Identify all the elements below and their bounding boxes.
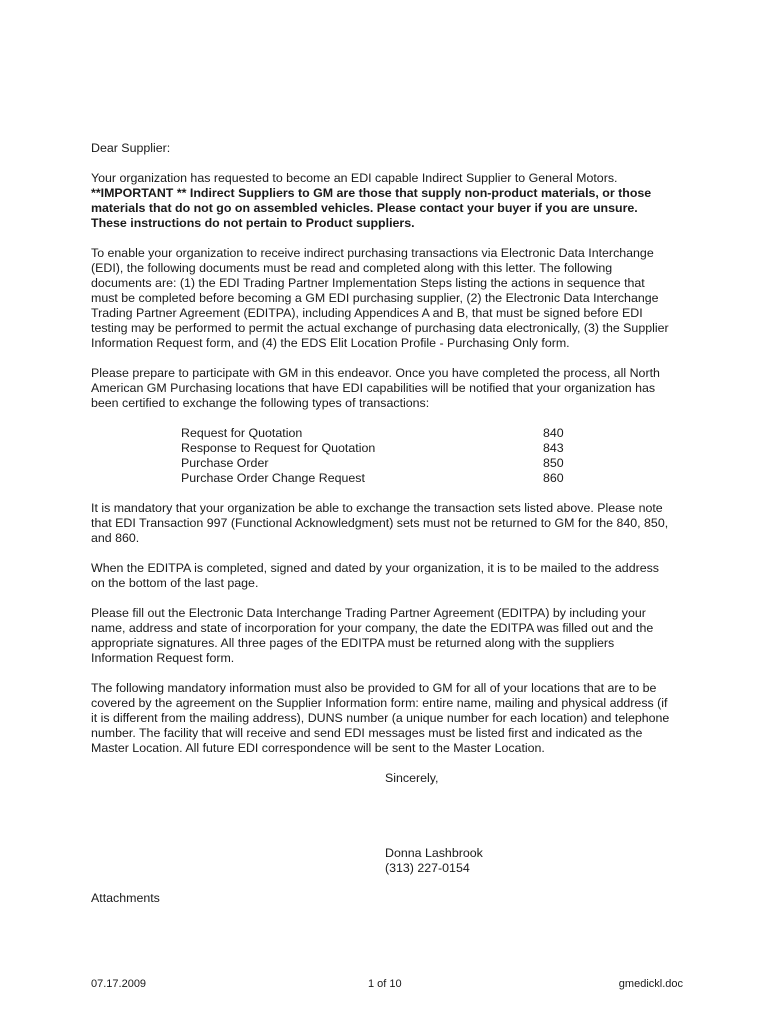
transaction-name: Purchase Order: [181, 456, 269, 470]
signer-name: Donna Lashbrook: [385, 846, 483, 860]
paragraph-line: Information Request form, and (4) the EDS Elit Location Profile - Purchasing Only form.: [91, 336, 570, 350]
paragraph-line: documents are: (1) the EDI Trading Partner Implementation Steps listing the actions in sequence that: [91, 276, 645, 290]
signer-phone: (313) 227-0154: [385, 861, 470, 875]
signature-space: [385, 786, 691, 846]
intro-paragraph: [91, 171, 691, 231]
transaction-code: 840: [543, 426, 564, 440]
table-row: [181, 441, 564, 456]
paragraph-line: It is mandatory that your organization be able to exchange the transaction sets listed above. Please note: [91, 501, 663, 515]
important-notice-line: **IMPORTANT ** Indirect Suppliers to GM are those that supply non-product materials, or those: [91, 186, 652, 200]
editpa-mail-paragraph: [91, 561, 691, 591]
paragraph-line: number. The facility that will receive and send EDI messages must be listed first and indicated as the: [91, 726, 643, 740]
paragraph-line: When the EDITPA is completed, signed and dated by your organization, it is to be mailed to the address: [91, 561, 659, 575]
fill-out-paragraph: [91, 606, 691, 666]
footer-filename: gmedickl.doc: [618, 978, 683, 990]
paragraph-line: To enable your organization to receive indirect purchasing transactions via Electronic Data Interchange: [91, 246, 654, 260]
table-row: [181, 456, 564, 471]
table-row: [181, 471, 564, 486]
intro-line: Your organization has requested to become an EDI capable Indirect Supplier to General Motors.: [91, 171, 618, 185]
paragraph-line: Information Request form.: [91, 651, 235, 665]
paragraph-line: must be completed before becoming a GM EDI purchasing supplier, (2) the Electronic Data Interchange: [91, 291, 659, 305]
prepare-paragraph: [91, 366, 691, 411]
enable-paragraph: [91, 246, 691, 351]
transaction-name: Response to Request for Quotation: [181, 441, 376, 455]
paragraph-line: appropriate signatures. All three pages of the EDITPA must be returned along with the suppliers: [91, 636, 615, 650]
greeting: Dear Supplier:: [91, 141, 171, 155]
paragraph-line: Master Location. All future EDI correspondence will be sent to the Master Location.: [91, 741, 545, 755]
paragraph-line: testing may be performed to permit the actual exchange of purchasing data electronically, (3) the Supplier: [91, 321, 669, 335]
mandatory-paragraph: [91, 501, 691, 546]
footer-date: 07.17.2009: [91, 978, 147, 990]
paragraph-line: The following mandatory information must also be provided to GM for all of your locations that are to be: [91, 681, 657, 695]
paragraph-line: Please fill out the Electronic Data Interchange Trading Partner Agreement (EDITPA) by including your: [91, 606, 646, 620]
transaction-table: [181, 426, 564, 486]
paragraph-line: that EDI Transaction 997 (Functional Acknowledgment) sets must not be returned to GM for the 840, 850,: [91, 516, 669, 530]
transaction-code: 850: [543, 456, 564, 470]
paragraph-line: American GM Purchasing locations that have EDI capabilities will be notified that your organization has: [91, 381, 656, 395]
important-notice-line: These instructions do not pertain to Product suppliers.: [91, 216, 415, 230]
transaction-name: Request for Quotation: [181, 426, 303, 440]
attachments-label: Attachments: [91, 891, 160, 905]
footer-page-number: 1 of 10: [368, 978, 402, 990]
paragraph-line: been certified to exchange the following types of transactions:: [91, 396, 430, 410]
paragraph-line: and 860.: [91, 531, 140, 545]
paragraph-line: (EDI), the following documents must be read and completed along with this letter. The following: [91, 261, 613, 275]
paragraph-line: covered by the agreement on the Supplier Information form: entire name, mailing and physical address (if: [91, 696, 668, 710]
paragraph-line: on the bottom of the last page.: [91, 576, 259, 590]
page-footer: [91, 977, 683, 991]
letter-body: [91, 141, 691, 921]
paragraph-line: Trading Partner Agreement (EDITPA), including Appendices A and B, that must be signed before EDI: [91, 306, 643, 320]
transaction-code: 860: [543, 471, 564, 485]
closing-salutation: Sincerely,: [385, 771, 439, 785]
transaction-name: Purchase Order Change Request: [181, 471, 365, 485]
paragraph-line: name, address and state of incorporation for your company, the date the EDITPA was filled out and the: [91, 621, 654, 635]
table-row: [181, 426, 564, 441]
info-paragraph: [91, 681, 691, 756]
paragraph-line: Please prepare to participate with GM in this endeavor. Once you have completed the process, all North: [91, 366, 660, 380]
transaction-code: 843: [543, 441, 564, 455]
paragraph-line: it is different from the mailing address), DUNS number (a unique number for each location) and telephone: [91, 711, 670, 725]
closing-block: [385, 771, 691, 876]
important-notice-line: materials that do not go on assembled vehicles. Please contact your buyer if you are unsure.: [91, 201, 638, 215]
